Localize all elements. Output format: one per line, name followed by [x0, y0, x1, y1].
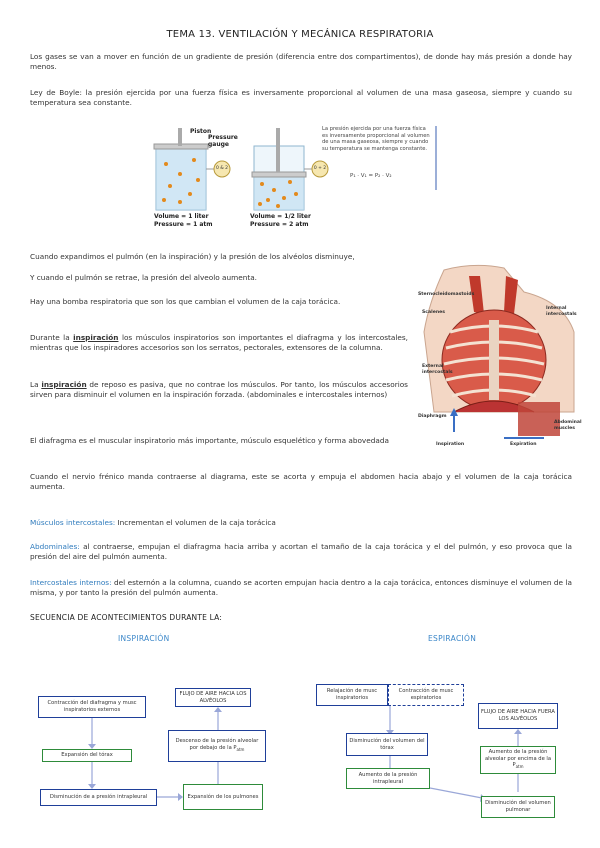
gauge-left-value: 0 & 2	[215, 166, 229, 171]
inspiration-heading: INSPIRACIÓN	[118, 634, 170, 643]
expand-paragraph: Cuando expandimos el pulmón (en la inspiración) y la presión de los alvéolos disminuye,	[30, 252, 355, 261]
gauge-right-value: 0 + 2	[313, 166, 327, 171]
esp-step-contraction: Contracción de musc espiratorios	[388, 684, 464, 706]
during-pre: Durante la	[30, 333, 74, 342]
label-external: External intercostals	[422, 364, 453, 375]
label-expiration: Expiration	[510, 442, 537, 447]
expiration-heading: ESPIRACIÓN	[428, 634, 477, 643]
label-scalenes: Scalenes	[422, 310, 445, 315]
pressure-gauge-label: Pressure gauge	[208, 134, 238, 148]
nerve-paragraph: Cuando el nervio frénico manda contraerse al diagrama, este se acorta y empuja el abdomen hacia abajo y el volumen de la caja torácica aumenta.	[30, 472, 572, 491]
intercostal-label: Músculos intercostales:	[30, 518, 116, 527]
retract-paragraph: Y cuando el pulmón se retrae, la presión del alveolo aumenta.	[30, 273, 257, 282]
during-post: los músculos inspiratorios son importantes el diafragma y los intercostales, mientras que los inspiradores accesorios son los serratos, pectorales, extensores de la columna.	[30, 333, 408, 352]
piston-label: Piston	[190, 128, 212, 135]
abdominal-label: Abdominales:	[30, 542, 80, 551]
insp-alveolar-sub: atm	[236, 747, 245, 753]
right-caption-pressure: Pressure = 2 atm	[250, 221, 309, 228]
sequence-heading: SECUENCIA DE ACONTECIMIENTOS DURANTE LA:	[30, 613, 223, 622]
boyle-note: La presión ejercida por una fuerza física es inversamente proporcional al volumen de una masa gaseosa, siempre y cuando su temperatura se mantenga constante.	[322, 126, 430, 152]
during-keyword: inspiración	[73, 333, 119, 342]
insp-step-pleural-decrease: Disminución de a presión intrapleural	[40, 789, 157, 806]
diaphragm-paragraph: El diafragma es el muscular inspiratorio más importante, músculo esquelético y forma abovedada	[30, 436, 389, 445]
esp-alveolar-sub: atm	[515, 764, 524, 770]
rest-keyword: inspiración	[41, 380, 87, 389]
left-caption-pressure: Pressure = 1 atm	[154, 221, 213, 228]
boyle-paragraph: Ley de Boyle: la presión ejercida por una fuerza física es inversamente proporcional al volumen de una masa gaseosa, siempre y cuando su temperatura sea constante.	[30, 88, 572, 107]
insp-step-alveolar-drop	[168, 730, 266, 762]
left-caption-volume: Volume = 1 liter	[154, 213, 209, 220]
esp-step-pleural-increase: Aumento de la presión intrapleural	[346, 768, 430, 789]
label-abdominal: Abdominal muscles	[554, 420, 582, 431]
esp-step-airflow-out: FLUJO DE AIRE HACIA FUERA LOS ALVÉOLOS	[478, 703, 558, 729]
intercostal-text: Incrementan el volumen de la caja torácica	[115, 518, 276, 527]
rest-post: de reposo es pasiva, que no contrae los músculos. Por tanto, los músculos accesorios sirven para disminuir el volumen en la inspiración forzada. (abdominales e intercostales internos)	[30, 380, 408, 399]
esp-step-alveolar-rise	[480, 746, 556, 774]
esp-step-relax: Relajación de musc inspiratorios	[316, 684, 388, 706]
insp-step-thorax-expansion: Expansión del tórax	[42, 749, 132, 762]
insp-step-contraction: Contracción del diafragma y musc inspiratorios externos	[38, 696, 146, 718]
insp-alveolar-text: Descenso de la presión alveolar por debajo de la P	[175, 738, 259, 751]
esp-alveolar-text: Aumento de la presión alveolar por encima de la P	[484, 749, 552, 769]
label-inspiration: Inspiration	[436, 442, 465, 447]
right-caption-volume: Volume = 1/2 liter	[250, 213, 311, 220]
esp-step-lung-volume: Disminución del volumen pulmonar	[481, 796, 555, 818]
esp-step-thorax-volume: Disminución del volumen del tórax	[346, 733, 428, 756]
pump-paragraph: Hay una bomba respiratoria que son los que cambian el volumen de la caja torácica.	[30, 297, 341, 306]
label-diaphragm: Diaphragm	[418, 414, 447, 419]
insp-step-airflow-in: FLUJO DE AIRE HACIA LOS ALVÉOLOS	[175, 688, 251, 707]
internal-intercostal-label: Intercostales internos:	[30, 578, 112, 587]
abdominal-text: al contraerse, empujan el diafragma hacia arriba y acortan el tamaño de la caja torácica y el del pulmón, y eso provoca que la presión del aire del pulmón aumenta.	[30, 542, 572, 561]
insp-step-lung-expansion: Expansión de los pulmones	[183, 784, 263, 810]
intro-paragraph: Los gases se van a mover en función de un gradiente de presión (diferencia entre dos compartimentos), de donde hay más presión a donde hay menos.	[30, 52, 572, 71]
page-title: TEMA 13. VENTILACIÓN Y MECÁNICA RESPIRATORIA	[166, 29, 434, 40]
boyle-formula: P₁ · V₁ = P₂ · V₂	[350, 173, 392, 179]
label-internal: Internal intercostals	[546, 306, 577, 317]
internal-intercostal-text: del esternón a la columna, cuando se acorten empujan hacia dentro a la caja torácica, entonces disminuye el volumen de la misma, y por tanto la presión del pulmón aumenta.	[30, 578, 572, 597]
rest-pre: La	[30, 380, 42, 389]
label-sternocleido: Sternocleidomastoids	[418, 292, 475, 297]
